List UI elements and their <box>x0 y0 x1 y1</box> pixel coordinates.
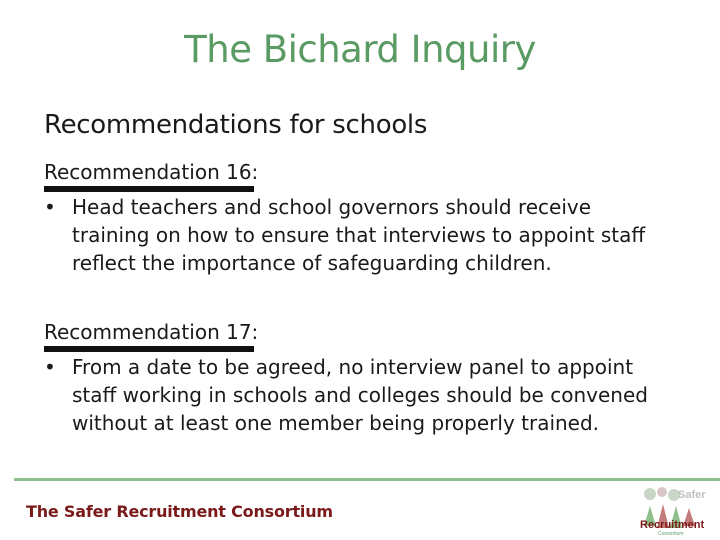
bullet-point-icon: • <box>44 355 56 379</box>
slide-title: The Bichard Inquiry <box>184 28 536 71</box>
footer-organisation-name: The Safer Recruitment Consortium <box>26 502 333 521</box>
slide-subtitle: Recommendations for schools <box>44 110 428 140</box>
footer-divider <box>14 478 720 481</box>
logo-word-safer: Safer <box>678 489 706 501</box>
logo-word-recruitment: Recruitment <box>640 519 705 531</box>
heading-underline-rule <box>44 186 254 192</box>
recommendation-heading-label: Recommendation 16: <box>44 160 259 184</box>
heading-underline-rule <box>44 346 254 352</box>
logo-word-consortium: Consortium <box>658 531 684 536</box>
recommendation-16-heading <box>44 160 258 184</box>
safer-recruitment-logo-icon <box>638 482 708 536</box>
recommendation-17-bullet <box>44 353 684 443</box>
recommendation-text: From a date to be agreed, no interview panel to appoint staff working in schools and colleges should be convened without at least one member being properly trained. <box>72 355 648 435</box>
recommendation-17-heading <box>44 320 258 344</box>
recommendation-heading-label: Recommendation 17: <box>44 320 259 344</box>
recommendation-text: Head teachers and school governors should receive training on how to ensure that interviews to appoint staff reflect the importance of safeguarding children. <box>72 195 646 275</box>
recommendation-16-bullet <box>44 193 684 283</box>
bullet-point-icon: • <box>44 195 56 219</box>
